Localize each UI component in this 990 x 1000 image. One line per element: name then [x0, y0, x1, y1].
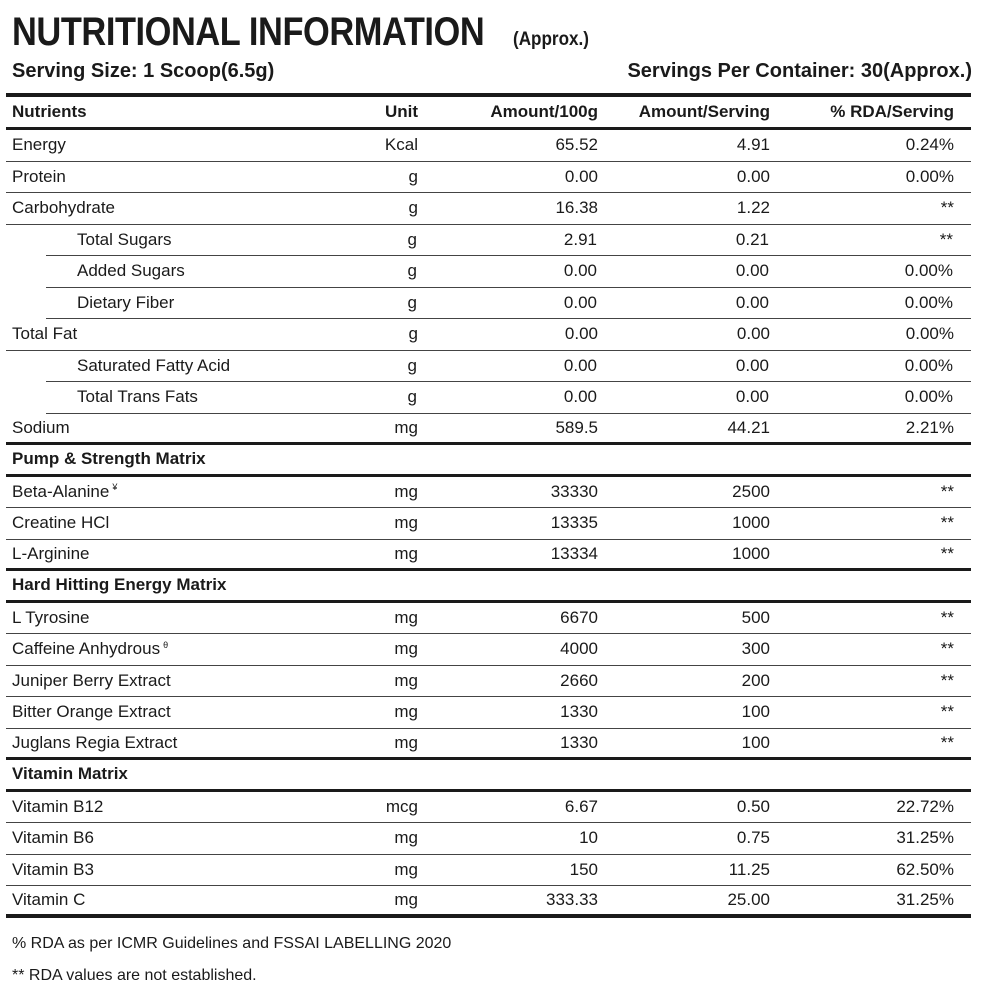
table-row-dietary-fiber	[46, 288, 971, 320]
footnote-rda-not-established: ** RDA values are not established.	[12, 967, 257, 984]
serving-size: Serving Size: 1 Scoop(6.5g)	[12, 60, 275, 82]
amount-serving: 44.21	[727, 417, 770, 437]
nutrient-unit: mg	[394, 513, 418, 533]
nutrient-unit: g	[407, 292, 417, 312]
amount-serving: 100	[741, 732, 770, 752]
amount-100g: 0.00	[563, 261, 597, 281]
amount-100g: 0.00	[563, 387, 597, 407]
nutrient-unit: mg	[394, 732, 418, 752]
amount-serving: 0.00	[736, 166, 770, 186]
nutrient-name: Saturated Fatty Acid	[77, 355, 231, 375]
rda-serving: **	[939, 229, 953, 249]
nutrient-unit: g	[407, 387, 417, 407]
nutrient-unit: mg	[394, 481, 418, 501]
amount-100g: 13334	[550, 543, 598, 563]
nutrient-unit: mg	[394, 889, 418, 909]
amount-100g: 333.33	[546, 889, 598, 909]
nutrient-name: Sodium	[12, 417, 70, 437]
table-row-total-sugars	[46, 225, 971, 257]
nutrient-name	[6, 482, 376, 502]
table-row-l-arginine	[6, 540, 971, 572]
amount-serving: 2500	[732, 481, 770, 501]
nutrient-name: Added Sugars	[77, 261, 185, 281]
rda-serving: 0.00%	[904, 261, 953, 281]
table-row-juglans-regia-extract	[6, 729, 971, 761]
table-row-vitamin-c	[6, 886, 971, 918]
nutrient-unit: g	[408, 198, 418, 218]
servings-per-container: Servings Per Container: 30(Approx.)	[627, 60, 972, 82]
rda-serving: 0.00%	[904, 355, 953, 375]
table-row-saturated-fatty-acid	[46, 351, 971, 383]
table-row-total-trans-fats	[46, 382, 971, 414]
amount-serving: 0.00	[735, 261, 769, 281]
nutrient-name: L-Arginine	[12, 543, 90, 563]
amount-100g: 0.00	[563, 292, 597, 312]
nutrient-unit: mg	[394, 859, 418, 879]
amount-serving: 200	[741, 670, 770, 690]
rda-serving: 31.25%	[896, 889, 954, 909]
rda-serving: **	[940, 198, 954, 218]
title-row	[12, 10, 598, 55]
nutrient-name: Total Trans Fats	[77, 387, 198, 407]
footnote-rda-guidelines: % RDA as per ICMR Guidelines and FSSAI LABELLING 2020	[12, 935, 452, 952]
footnote-mark: ¥	[112, 482, 118, 493]
table-row-vitamin-b12	[6, 792, 971, 824]
nutrient-unit: mcg	[385, 796, 418, 816]
table-row-total-fat	[6, 319, 971, 351]
amount-serving: 0.00	[736, 324, 770, 344]
nutrient-name: Total Sugars	[77, 229, 172, 249]
nutrient-unit: mg	[394, 702, 418, 722]
footnote-mark: θ	[163, 639, 169, 650]
nutrient-unit: mg	[394, 639, 418, 659]
nutrient-unit: mg	[394, 828, 418, 848]
nutrient-name: Juglans Regia Extract	[12, 732, 178, 752]
nutrient-unit: mg	[394, 543, 418, 563]
nutrient-unit: g	[407, 355, 417, 375]
amount-100g: 65.52	[555, 135, 598, 155]
section-energy-matrix	[6, 571, 971, 603]
approx-label: (Approx.)	[513, 29, 590, 50]
section-title: Vitamin Matrix	[12, 764, 128, 784]
nutrient-name: Creatine HCl	[12, 513, 110, 533]
amount-100g: 589.5	[555, 417, 598, 437]
nutrient-unit: mg	[394, 670, 418, 690]
col-unit: Unit	[384, 102, 418, 121]
rda-serving: **	[940, 481, 954, 501]
rda-serving: 0.24%	[905, 135, 954, 155]
amount-serving: 0.50	[736, 796, 770, 816]
col-amount-100g: Amount/100g	[490, 102, 598, 121]
rda-serving: **	[940, 670, 954, 690]
rda-serving: 22.72%	[896, 796, 954, 816]
table-row-added-sugars	[46, 256, 971, 288]
nutrient-name: Vitamin C	[12, 889, 86, 909]
nutrient-label: Caffeine Anhydrous	[12, 639, 161, 659]
nutrient-name: Protein	[12, 166, 66, 186]
nutrient-unit: mg	[394, 417, 418, 437]
nutrient-name: Vitamin B3	[12, 859, 94, 879]
nutrient-name	[6, 639, 376, 659]
rda-serving: **	[940, 513, 954, 533]
nutrient-name: Vitamin B6	[12, 828, 94, 848]
rda-serving: 0.00%	[905, 166, 954, 186]
col-amount-serving: Amount/Serving	[638, 102, 770, 121]
amount-serving: 4.91	[736, 135, 770, 155]
serving-info	[12, 60, 972, 83]
amount-serving: 0.21	[735, 229, 769, 249]
amount-serving: 1000	[732, 513, 770, 533]
rda-serving: **	[940, 607, 954, 627]
amount-100g: 1330	[560, 702, 598, 722]
nutrient-unit: Kcal	[384, 135, 418, 155]
nutrient-name: Bitter Orange Extract	[12, 702, 171, 722]
nutrient-name: Juniper Berry Extract	[12, 670, 171, 690]
amount-100g: 2660	[560, 670, 598, 690]
amount-100g: 16.38	[555, 198, 598, 218]
section-title: Pump & Strength Matrix	[12, 449, 206, 469]
table-row-creatine-hcl	[6, 508, 971, 540]
table-row-vitamin-b6	[6, 823, 971, 855]
page-title: NUTRITIONAL INFORMATION	[12, 10, 485, 54]
table-row-carbohydrate	[6, 193, 971, 225]
nutrient-name: L Tyrosine	[12, 607, 90, 627]
amount-100g: 6670	[560, 607, 598, 627]
amount-serving: 0.00	[735, 292, 769, 312]
nutrient-name: Vitamin B12	[12, 796, 104, 816]
rda-serving: 0.00%	[904, 292, 953, 312]
amount-100g: 4000	[560, 639, 598, 659]
nutrient-unit: g	[407, 261, 417, 281]
nutrient-name: Carbohydrate	[12, 198, 116, 218]
amount-serving: 0.00	[735, 387, 769, 407]
nutrient-name: Dietary Fiber	[77, 292, 175, 312]
table-row-bitter-orange-extract	[6, 697, 971, 729]
amount-100g: 0.00	[563, 355, 597, 375]
nutrient-name: Energy	[12, 135, 66, 155]
nutrient-unit: mg	[394, 607, 418, 627]
rda-serving: **	[940, 702, 954, 722]
table-row-juniper-berry-extract	[6, 666, 971, 698]
amount-100g: 0.00	[564, 324, 598, 344]
amount-100g: 0.00	[564, 166, 598, 186]
amount-serving: 0.00	[735, 355, 769, 375]
nutrient-name: Total Fat	[12, 324, 78, 344]
rda-serving: **	[940, 543, 954, 563]
nutrient-label: Beta-Alanine	[12, 481, 110, 501]
amount-100g: 33330	[550, 481, 598, 501]
nutrient-unit: g	[407, 229, 417, 249]
amount-100g: 2.91	[563, 229, 597, 249]
nutrient-unit: g	[408, 324, 418, 344]
amount-100g: 13335	[550, 513, 598, 533]
rda-serving: 0.00%	[904, 387, 953, 407]
amount-serving: 100	[741, 702, 770, 722]
amount-100g: 1330	[560, 732, 598, 752]
table-row-caffeine-anhydrous	[6, 634, 971, 666]
table-header-row	[6, 97, 971, 130]
rda-serving: **	[940, 732, 954, 752]
amount-serving: 11.25	[728, 859, 770, 879]
nutrition-table	[6, 93, 971, 918]
table-row-protein	[6, 162, 971, 194]
section-vitamin-matrix	[6, 760, 971, 792]
amount-serving: 500	[741, 607, 770, 627]
amount-100g: 10	[579, 828, 598, 848]
section-title: Hard Hitting Energy Matrix	[12, 575, 227, 595]
table-row-vitamin-b3	[6, 855, 971, 887]
section-pump-strength	[6, 445, 971, 477]
table-row-energy	[6, 130, 971, 162]
amount-serving: 1.22	[736, 198, 770, 218]
col-rda-serving: % RDA/Serving	[830, 102, 954, 121]
amount-100g: 6.67	[564, 796, 598, 816]
amount-100g: 150	[569, 859, 598, 879]
rda-serving: 62.50%	[896, 859, 954, 879]
rda-serving: 0.00%	[905, 324, 954, 344]
table-row-beta-alanine	[6, 477, 971, 509]
nutrient-unit: g	[408, 166, 418, 186]
amount-serving: 25.00	[727, 889, 770, 909]
amount-serving: 0.75	[736, 828, 770, 848]
amount-serving: 300	[741, 639, 770, 659]
table-row-sodium	[6, 414, 971, 446]
table-row-l-tyrosine	[6, 603, 971, 635]
rda-serving: **	[940, 639, 954, 659]
col-nutrients: Nutrients	[12, 102, 87, 121]
rda-serving: 2.21%	[905, 417, 954, 437]
amount-serving: 1000	[732, 543, 770, 563]
rda-serving: 31.25%	[896, 828, 954, 848]
